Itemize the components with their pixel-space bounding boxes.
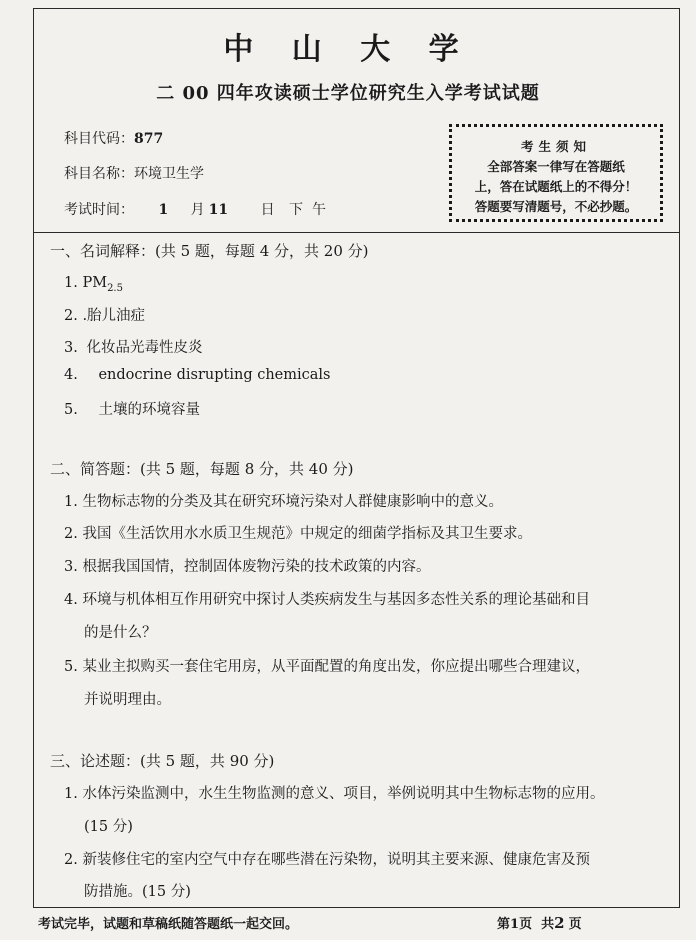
item-text: endocrine disrupting chemicals <box>98 367 331 383</box>
list-item <box>64 655 590 676</box>
section-2-heading: 二、简答题：(共 5 题，每题 8 分，共 40 分) <box>50 460 354 478</box>
item-text: 化妆品光毒性皮炎 <box>86 340 203 356</box>
section-3-heading: 三、论述题：(共 5 题，共 90 分) <box>50 752 275 770</box>
item-number: 2. <box>64 852 78 868</box>
item-text: 根据我国国情，控制固体废物污染的技术政策的内容。 <box>82 559 431 575</box>
page-number: 1 <box>510 917 520 932</box>
page-suffix: 页 <box>568 917 582 932</box>
notice-line: 全部答案一律写在答题纸 <box>487 159 625 174</box>
list-item <box>64 398 200 419</box>
university-title: 中 山 大 学 <box>223 32 473 67</box>
item-number: 2. <box>64 526 78 542</box>
item-text: 生物标志物的分类及其在研究环境污染对人群健康影响中的意义。 <box>82 494 503 510</box>
exam-day-unit: 日 <box>260 202 275 218</box>
item-text: 水体污染监测中，水生生物监测的意义、项目，举例说明其中生物标志物的应用。 <box>82 786 605 802</box>
item-number: 1. <box>64 494 78 510</box>
footer-instruction: 考试完毕，试题和草稿纸随答题纸一起交回。 <box>38 917 299 932</box>
item-number: 1. <box>64 275 78 291</box>
subject-name: 环境卫生学 <box>134 166 204 182</box>
exam-time-row <box>64 199 326 219</box>
item-text: 土壤的环境容量 <box>98 402 200 418</box>
subject-code: 877 <box>134 131 164 147</box>
subject-code-row <box>64 128 163 148</box>
list-item <box>64 522 532 543</box>
item-text: PM <box>82 275 108 291</box>
page-indicator <box>497 913 582 932</box>
list-item-continuation: 防措施。(15 分) <box>84 884 191 900</box>
candidate-notice-box <box>449 124 663 222</box>
item-number: 3. <box>64 559 78 575</box>
item-number: 1. <box>64 786 78 802</box>
list-item <box>64 275 123 294</box>
page-prefix: 第 <box>497 917 511 932</box>
list-item <box>64 367 330 383</box>
item-number: 3. <box>64 340 78 356</box>
section-1-heading: 一、名词解释：(共 5 题，每题 4 分，共 20 分) <box>50 242 369 260</box>
list-item <box>64 848 590 869</box>
list-item <box>64 490 503 511</box>
item-text: 新装修住宅的室内空气中存在哪些潜在污染物，说明其主要来源、健康危害及预 <box>82 852 590 868</box>
list-item <box>64 782 604 803</box>
notice-heading: 考生须知 <box>520 139 591 154</box>
header-divider <box>33 232 680 233</box>
page-total: 2 <box>554 914 565 932</box>
exam-period: 下 午 <box>289 202 326 218</box>
exam-day: 11 <box>208 202 229 218</box>
item-number: 4. <box>64 367 78 383</box>
notice-line: 上，答在试题纸上的不得分！ <box>474 179 638 194</box>
notice-line: 答题要写清题号，不必抄题。 <box>474 199 638 214</box>
exam-time-label: 考试时间： <box>64 202 134 218</box>
item-number: 4. <box>64 592 78 608</box>
list-item <box>64 555 430 576</box>
item-text: .胎儿油症 <box>82 308 146 324</box>
list-item <box>64 588 590 609</box>
item-subscript: 2.5 <box>107 282 123 294</box>
list-item-continuation: 并说明理由。 <box>84 692 171 708</box>
item-text: 我国《生活饮用水水质卫生规范》中规定的细菌学指标及其卫生要求。 <box>82 526 532 542</box>
item-text: 某业主拟购买一套住宅用房，从平面配置的角度出发，你应提出哪些合理建议， <box>82 659 590 675</box>
item-number: 2. <box>64 308 78 324</box>
list-item-continuation: (15 分) <box>84 819 133 835</box>
list-item <box>64 304 145 325</box>
list-item-continuation: 的是什么？ <box>84 625 157 641</box>
subject-code-label: 科目代码： <box>64 131 134 147</box>
subject-name-row <box>64 163 204 183</box>
list-item <box>64 336 202 357</box>
exam-month-unit: 月 <box>190 202 205 218</box>
subject-name-label: 科目名称： <box>64 166 134 182</box>
exam-month: 1 <box>158 202 169 218</box>
page-mid: 页 共 <box>519 917 555 932</box>
item-number: 5. <box>64 402 78 418</box>
item-number: 5. <box>64 659 78 675</box>
exam-title: 二 00 四年攻读硕士学位研究生入学考试试题 <box>156 83 540 104</box>
item-text: 环境与机体相互作用研究中探讨人类疾病发生与基因多态性关系的理论基础和目 <box>82 592 590 608</box>
